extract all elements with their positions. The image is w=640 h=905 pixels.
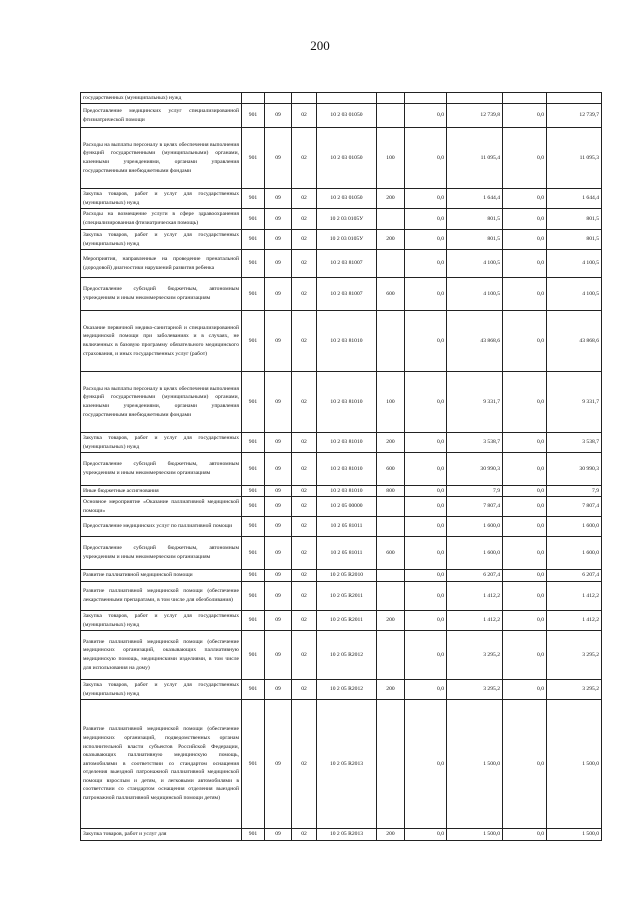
row-amount-1: 0,0 xyxy=(405,631,447,680)
row-name: Закупка товаров, работ и услуг для государственных (муниципальных) нужд xyxy=(81,611,242,631)
row-target-article: 10 2 03 81007 xyxy=(317,250,377,278)
row-amount-3: 0,0 xyxy=(503,104,547,128)
row-target-article: 10 2 05 R2010 xyxy=(317,570,377,582)
row-subsection: 02 xyxy=(292,230,317,250)
row-expense-type xyxy=(377,582,405,611)
row-amount-4: 7,9 xyxy=(547,486,602,497)
row-target-article: 10 2 05 R2011 xyxy=(317,611,377,631)
table-row xyxy=(81,829,602,841)
table-row xyxy=(81,611,602,631)
row-grbs: 901 xyxy=(242,104,265,128)
row-target-article: 10 2 05 R2012 xyxy=(317,680,377,700)
row-grbs: 901 xyxy=(242,570,265,582)
row-target-article: 10 2 05 81011 xyxy=(317,537,377,570)
row-amount-1: 0,0 xyxy=(405,453,447,486)
row-subsection: 02 xyxy=(292,497,317,517)
row-target-article: 10 2 03 01050 xyxy=(317,189,377,209)
row-amount-1: 0,0 xyxy=(405,582,447,611)
row-expense-type: 600 xyxy=(377,453,405,486)
table-row xyxy=(81,570,602,582)
row-amount-2: 7,9 xyxy=(447,486,503,497)
row-target-article: 10 2 05 R2013 xyxy=(317,700,377,829)
row-subsection: 02 xyxy=(292,582,317,611)
row-section: 09 xyxy=(265,209,292,230)
row-name: Закупка товаров, работ и услуг для государственных (муниципальных) нужд xyxy=(81,680,242,700)
row-amount-1: 0,0 xyxy=(405,209,447,230)
table-row xyxy=(81,537,602,570)
row-amount-3: 0,0 xyxy=(503,250,547,278)
row-expense-type: 800 xyxy=(377,486,405,497)
table-row xyxy=(81,250,602,278)
row-amount-2: 30 990,3 xyxy=(447,453,503,486)
table-row xyxy=(81,517,602,537)
row-amount-2: 1 500,0 xyxy=(447,700,503,829)
row-amount-2: 1 500,0 xyxy=(447,829,503,841)
row-section: 09 xyxy=(265,486,292,497)
row-grbs: 901 xyxy=(242,611,265,631)
row-name: Основное мероприятие «Оказание паллиативной медицинской помощи» xyxy=(81,497,242,517)
row-name: Иные бюджетные ассигнования xyxy=(81,486,242,497)
row-name: Мероприятия, направленные на проведение пренатальной (дородовой) диагностики нарушений развития ребенка xyxy=(81,250,242,278)
row-amount-3: 0,0 xyxy=(503,433,547,453)
row-amount-2: 6 207,4 xyxy=(447,570,503,582)
row-amount-1: 0,0 xyxy=(405,680,447,700)
table-row xyxy=(81,497,602,517)
row-section: 09 xyxy=(265,631,292,680)
row-expense-type: 200 xyxy=(377,680,405,700)
row-grbs: 901 xyxy=(242,631,265,680)
row-section: 09 xyxy=(265,829,292,841)
row-subsection: 02 xyxy=(292,250,317,278)
row-amount-1 xyxy=(405,93,447,104)
row-section: 09 xyxy=(265,433,292,453)
row-section: 09 xyxy=(265,372,292,433)
row-name: Предоставление медицинских услуг специализированной фтизиатрической помощи xyxy=(81,104,242,128)
row-expense-type: 200 xyxy=(377,829,405,841)
row-amount-4: 4 100,5 xyxy=(547,250,602,278)
row-subsection: 02 xyxy=(292,128,317,189)
row-amount-2: 3 295,2 xyxy=(447,680,503,700)
row-name: Предоставление медицинских услуг по паллиативной помощи xyxy=(81,517,242,537)
row-expense-type xyxy=(377,497,405,517)
row-subsection: 02 xyxy=(292,104,317,128)
row-amount-4: 3 538,7 xyxy=(547,433,602,453)
row-amount-3: 0,0 xyxy=(503,372,547,433)
table-row xyxy=(81,278,602,311)
row-section: 09 xyxy=(265,611,292,631)
row-name: Закупка товаров, работ и услуг для государственных (муниципальных) нужд xyxy=(81,189,242,209)
row-grbs: 901 xyxy=(242,486,265,497)
row-amount-2 xyxy=(447,93,503,104)
row-expense-type xyxy=(377,104,405,128)
row-subsection: 02 xyxy=(292,433,317,453)
row-amount-2: 801,5 xyxy=(447,230,503,250)
row-amount-1: 0,0 xyxy=(405,570,447,582)
row-target-article: 10 2 03 01050 xyxy=(317,128,377,189)
row-amount-4: 4 100,5 xyxy=(547,278,602,311)
row-expense-type xyxy=(377,700,405,829)
row-expense-type xyxy=(377,209,405,230)
row-expense-type: 100 xyxy=(377,372,405,433)
row-target-article: 10 2 03 01050 xyxy=(317,104,377,128)
row-grbs: 901 xyxy=(242,829,265,841)
row-section xyxy=(265,93,292,104)
page-number: 200 xyxy=(310,38,330,53)
table-row xyxy=(81,104,602,128)
row-amount-3: 0,0 xyxy=(503,829,547,841)
row-amount-1: 0,0 xyxy=(405,486,447,497)
row-expense-type xyxy=(377,631,405,680)
row-grbs: 901 xyxy=(242,230,265,250)
row-amount-3: 0,0 xyxy=(503,278,547,311)
row-expense-type: 100 xyxy=(377,128,405,189)
row-expense-type: 200 xyxy=(377,230,405,250)
row-name: Развитие паллиативной медицинской помощи (обеспечение медицинских организаций, оказывающих паллиативную медицинскую помощь, медицинскими изделиями, в том числе для использования на дому) xyxy=(81,631,242,680)
table-row xyxy=(81,189,602,209)
row-amount-3: 0,0 xyxy=(503,209,547,230)
row-amount-4: 801,5 xyxy=(547,230,602,250)
row-amount-4: 30 990,3 xyxy=(547,453,602,486)
row-amount-3: 0,0 xyxy=(503,517,547,537)
row-amount-3: 0,0 xyxy=(503,497,547,517)
row-target-article xyxy=(317,93,377,104)
table-row xyxy=(81,700,602,829)
row-amount-4: 1 644,4 xyxy=(547,189,602,209)
row-subsection: 02 xyxy=(292,278,317,311)
table-row xyxy=(81,582,602,611)
row-subsection: 02 xyxy=(292,453,317,486)
row-amount-4: 9 331,7 xyxy=(547,372,602,433)
row-section: 09 xyxy=(265,582,292,611)
row-amount-3 xyxy=(503,93,547,104)
row-amount-2: 801,5 xyxy=(447,209,503,230)
row-section: 09 xyxy=(265,128,292,189)
row-amount-2: 3 295,2 xyxy=(447,631,503,680)
row-amount-1: 0,0 xyxy=(405,433,447,453)
row-expense-type: 200 xyxy=(377,611,405,631)
row-section: 09 xyxy=(265,278,292,311)
row-name: Оказание первичной медико-санитарной и специализированной медицинской помощи при заболеваниях и в случаях, не включенных в базовую программу обязательного медицинского страхования, и иных государственных услуг (работ) xyxy=(81,311,242,372)
row-amount-1: 0,0 xyxy=(405,537,447,570)
row-name: Расходы на возмещение услуги в сфере здравоохранения (специализированная фтизиатрическая помощь) xyxy=(81,209,242,230)
row-amount-3: 0,0 xyxy=(503,700,547,829)
row-amount-2: 1 412,2 xyxy=(447,582,503,611)
row-section: 09 xyxy=(265,517,292,537)
row-subsection xyxy=(292,93,317,104)
row-subsection: 02 xyxy=(292,189,317,209)
row-grbs xyxy=(242,93,265,104)
row-amount-4: 801,5 xyxy=(547,209,602,230)
row-amount-3: 0,0 xyxy=(503,537,547,570)
row-name: Закупка товаров, работ и услуг для государственных (муниципальных) нужд xyxy=(81,230,242,250)
row-amount-2: 12 739,8 xyxy=(447,104,503,128)
row-grbs: 901 xyxy=(242,189,265,209)
row-section: 09 xyxy=(265,700,292,829)
row-subsection: 02 xyxy=(292,537,317,570)
table-row xyxy=(81,209,602,230)
row-grbs: 901 xyxy=(242,537,265,570)
row-target-article: 10 2 05 81011 xyxy=(317,517,377,537)
row-amount-3: 0,0 xyxy=(503,582,547,611)
row-amount-1: 0,0 xyxy=(405,189,447,209)
row-section: 09 xyxy=(265,453,292,486)
row-expense-type xyxy=(377,517,405,537)
table-row xyxy=(81,128,602,189)
row-grbs: 901 xyxy=(242,128,265,189)
row-amount-3: 0,0 xyxy=(503,189,547,209)
row-subsection: 02 xyxy=(292,829,317,841)
table-row xyxy=(81,680,602,700)
row-amount-4: 1 600,0 xyxy=(547,517,602,537)
row-name: Закупка товаров, работ и услуг для xyxy=(81,829,242,841)
row-expense-type xyxy=(377,570,405,582)
row-subsection: 02 xyxy=(292,486,317,497)
row-section: 09 xyxy=(265,250,292,278)
row-name: Развитие паллиативной медицинской помощи (обеспечение лекарственными препаратами, в том числе для обезболивания) xyxy=(81,582,242,611)
row-amount-1: 0,0 xyxy=(405,250,447,278)
row-subsection: 02 xyxy=(292,517,317,537)
row-grbs: 901 xyxy=(242,311,265,372)
table-row xyxy=(81,453,602,486)
row-target-article: 10 2 03 81007 xyxy=(317,278,377,311)
row-amount-1: 0,0 xyxy=(405,611,447,631)
row-amount-4: 43 868,6 xyxy=(547,311,602,372)
row-amount-1: 0,0 xyxy=(405,517,447,537)
row-subsection: 02 xyxy=(292,700,317,829)
row-amount-4 xyxy=(547,93,602,104)
row-amount-2: 9 331,7 xyxy=(447,372,503,433)
row-grbs: 901 xyxy=(242,372,265,433)
row-amount-3: 0,0 xyxy=(503,611,547,631)
row-target-article: 10 2 03 81010 xyxy=(317,372,377,433)
row-target-article: 10 2 05 00000 xyxy=(317,497,377,517)
row-target-article: 10 2 03 81010 xyxy=(317,433,377,453)
row-amount-2: 4 100,5 xyxy=(447,278,503,311)
row-amount-2: 1 412,2 xyxy=(447,611,503,631)
row-target-article: 10 2 03 81010 xyxy=(317,453,377,486)
row-name: Развитие паллиативной медицинской помощи (обеспечение медицинских организаций, подведомственных органам исполнительной власти субъектов Российской Федерации, оказывающих паллиативную медицинскую помощь, автомобилями в соответствии со стандартом оснащения отделения выездной патронажной паллиативной медицинской помощи взрослым и детям, и легковыми автомобилями в соответствии со стандартом оснащения отделения выездной патронажной паллиативной медицинской помощи детям) xyxy=(81,700,242,829)
row-section: 09 xyxy=(265,680,292,700)
row-target-article: 10 2 03 0105У xyxy=(317,209,377,230)
row-amount-1: 0,0 xyxy=(405,311,447,372)
row-name: Предоставление субсидий бюджетным, автономным учреждениям и иным некоммерческим организациям xyxy=(81,278,242,311)
row-amount-2: 1 600,0 xyxy=(447,537,503,570)
row-name: государственных (муниципальных) нужд xyxy=(81,93,242,104)
row-section: 09 xyxy=(265,230,292,250)
row-amount-1: 0,0 xyxy=(405,829,447,841)
row-subsection: 02 xyxy=(292,311,317,372)
row-subsection: 02 xyxy=(292,631,317,680)
row-amount-2: 4 100,5 xyxy=(447,250,503,278)
row-grbs: 901 xyxy=(242,582,265,611)
row-expense-type: 600 xyxy=(377,278,405,311)
row-subsection: 02 xyxy=(292,570,317,582)
row-amount-3: 0,0 xyxy=(503,311,547,372)
row-grbs: 901 xyxy=(242,278,265,311)
row-expense-type: 200 xyxy=(377,189,405,209)
row-grbs: 901 xyxy=(242,433,265,453)
row-section: 09 xyxy=(265,537,292,570)
row-amount-4: 3 295,2 xyxy=(547,680,602,700)
table-row xyxy=(81,372,602,433)
row-grbs: 901 xyxy=(242,250,265,278)
row-name: Предоставление субсидий бюджетным, автономным учреждениям и иным некоммерческим организациям xyxy=(81,537,242,570)
row-amount-1: 0,0 xyxy=(405,278,447,311)
row-grbs: 901 xyxy=(242,700,265,829)
table-row xyxy=(81,230,602,250)
row-grbs: 901 xyxy=(242,497,265,517)
row-amount-4: 11 095,3 xyxy=(547,128,602,189)
table-row xyxy=(81,93,602,104)
row-subsection: 02 xyxy=(292,680,317,700)
row-expense-type: 200 xyxy=(377,433,405,453)
row-target-article: 10 2 03 0105У xyxy=(317,230,377,250)
row-expense-type: 600 xyxy=(377,537,405,570)
row-amount-1: 0,0 xyxy=(405,104,447,128)
row-target-article: 10 2 05 R2011 xyxy=(317,582,377,611)
row-amount-2: 11 095,4 xyxy=(447,128,503,189)
row-amount-2: 7 807,4 xyxy=(447,497,503,517)
row-name: Расходы на выплаты персоналу в целях обеспечения выполнения функций государственными (муниципальными) органами, казенными учреждениями, органами управления государственными внебюджетными фондами xyxy=(81,372,242,433)
row-amount-4: 1 500,0 xyxy=(547,829,602,841)
row-section: 09 xyxy=(265,189,292,209)
row-grbs: 901 xyxy=(242,209,265,230)
row-grbs: 901 xyxy=(242,680,265,700)
row-expense-type xyxy=(377,250,405,278)
row-target-article: 10 2 03 81010 xyxy=(317,486,377,497)
row-amount-3: 0,0 xyxy=(503,486,547,497)
row-amount-2: 1 644,4 xyxy=(447,189,503,209)
row-amount-3: 0,0 xyxy=(503,453,547,486)
row-amount-4: 1 600,0 xyxy=(547,537,602,570)
row-section: 09 xyxy=(265,104,292,128)
row-name: Предоставление субсидий бюджетным, автономным учреждениям и иным некоммерческим организациям xyxy=(81,453,242,486)
row-grbs: 901 xyxy=(242,453,265,486)
row-target-article: 10 2 05 R2012 xyxy=(317,631,377,680)
row-name: Расходы на выплаты персоналу в целях обеспечения выполнения функций государственными (муниципальными) органами, казенными учреждениями, органами управления государственными внебюджетными фондами xyxy=(81,128,242,189)
row-amount-3: 0,0 xyxy=(503,128,547,189)
row-amount-4: 1 412,2 xyxy=(547,611,602,631)
row-amount-4: 1 500,0 xyxy=(547,700,602,829)
row-expense-type xyxy=(377,311,405,372)
row-target-article: 10 2 03 81010 xyxy=(317,311,377,372)
row-amount-2: 43 868,6 xyxy=(447,311,503,372)
row-subsection: 02 xyxy=(292,209,317,230)
row-name: Закупка товаров, работ и услуг для государственных (муниципальных) нужд xyxy=(81,433,242,453)
table-row xyxy=(81,433,602,453)
row-amount-2: 1 600,0 xyxy=(447,517,503,537)
row-amount-3: 0,0 xyxy=(503,230,547,250)
row-amount-1: 0,0 xyxy=(405,497,447,517)
table-row xyxy=(81,311,602,372)
budget-table xyxy=(80,92,602,841)
row-amount-4: 3 295,2 xyxy=(547,631,602,680)
row-amount-2: 3 538,7 xyxy=(447,433,503,453)
row-expense-type xyxy=(377,93,405,104)
table-row xyxy=(81,486,602,497)
row-subsection: 02 xyxy=(292,611,317,631)
row-amount-1: 0,0 xyxy=(405,700,447,829)
row-grbs: 901 xyxy=(242,517,265,537)
row-name: Развитие паллиативной медицинской помощи xyxy=(81,570,242,582)
row-section: 09 xyxy=(265,570,292,582)
row-amount-3: 0,0 xyxy=(503,631,547,680)
row-amount-1: 0,0 xyxy=(405,230,447,250)
row-amount-3: 0,0 xyxy=(503,570,547,582)
row-amount-3: 0,0 xyxy=(503,680,547,700)
row-amount-4: 6 207,4 xyxy=(547,570,602,582)
row-amount-1: 0,0 xyxy=(405,128,447,189)
row-amount-4: 12 739,7 xyxy=(547,104,602,128)
row-target-article: 10 2 05 R2013 xyxy=(317,829,377,841)
row-subsection: 02 xyxy=(292,372,317,433)
row-section: 09 xyxy=(265,311,292,372)
row-section: 09 xyxy=(265,497,292,517)
table-row xyxy=(81,631,602,680)
row-amount-4: 1 412,2 xyxy=(547,582,602,611)
row-amount-1: 0,0 xyxy=(405,372,447,433)
row-amount-4: 7 807,4 xyxy=(547,497,602,517)
